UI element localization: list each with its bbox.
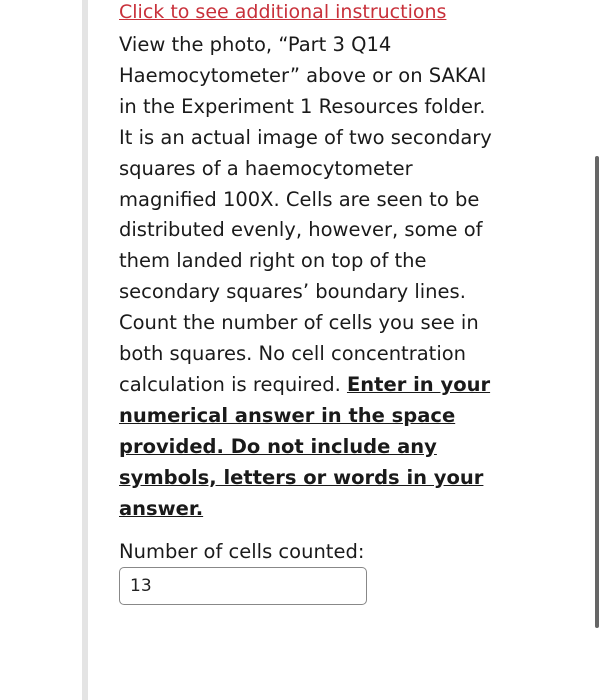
question-line	[119, 401, 492, 432]
left-border	[82, 0, 88, 700]
question-line	[119, 463, 492, 494]
question-text-span: squares of a haemocytometer	[119, 156, 413, 180]
additional-instructions-link[interactable]: Click to see additional instructions	[119, 1, 447, 23]
question-text-span: Count the number of cells you see in	[119, 311, 479, 335]
question-text-span: them landed right on top of the	[119, 249, 427, 273]
question-text-span: in the Experiment 1 Resources folder.	[119, 94, 486, 118]
emphasized-instruction: numerical answer in the space	[119, 403, 456, 427]
question-line	[119, 432, 492, 463]
answer-label: Number of cells counted:	[119, 540, 365, 563]
scrollbar[interactable]	[595, 156, 599, 628]
cells-counted-input[interactable]	[119, 567, 367, 605]
question-text-span: Haemocytometer” above or on SAKAI	[119, 63, 487, 87]
question-line	[119, 123, 492, 154]
question-line	[119, 215, 492, 246]
question-line	[119, 92, 492, 123]
question-text-span: secondary squares’ boundary lines.	[119, 280, 466, 304]
question-line	[119, 154, 492, 185]
question-line	[119, 185, 492, 216]
question-text-span: calculation is required.	[119, 372, 347, 396]
emphasized-instruction: symbols, letters or words in your	[119, 465, 484, 489]
question-line	[119, 370, 492, 401]
emphasized-instruction: answer.	[119, 496, 204, 520]
question-text-span: both squares. No cell concentration	[119, 342, 467, 366]
question-text-span: magnified 100X. Cells are seen to be	[119, 187, 480, 211]
question-line	[119, 277, 492, 308]
question-line	[119, 339, 492, 370]
emphasized-instruction: Enter in your	[346, 372, 491, 396]
emphasized-instruction: provided. Do not include any	[119, 434, 437, 458]
question-line	[119, 494, 492, 525]
question-line	[119, 308, 492, 339]
question-line	[119, 246, 492, 277]
question-text	[119, 30, 492, 525]
question-line	[119, 30, 492, 61]
question-text-span: It is an actual image of two secondary	[119, 125, 492, 149]
question-text-span: distributed evenly, however, some of	[119, 218, 483, 242]
question-text-span: View the photo, “Part 3 Q14	[119, 33, 392, 56]
question-line	[119, 61, 492, 92]
